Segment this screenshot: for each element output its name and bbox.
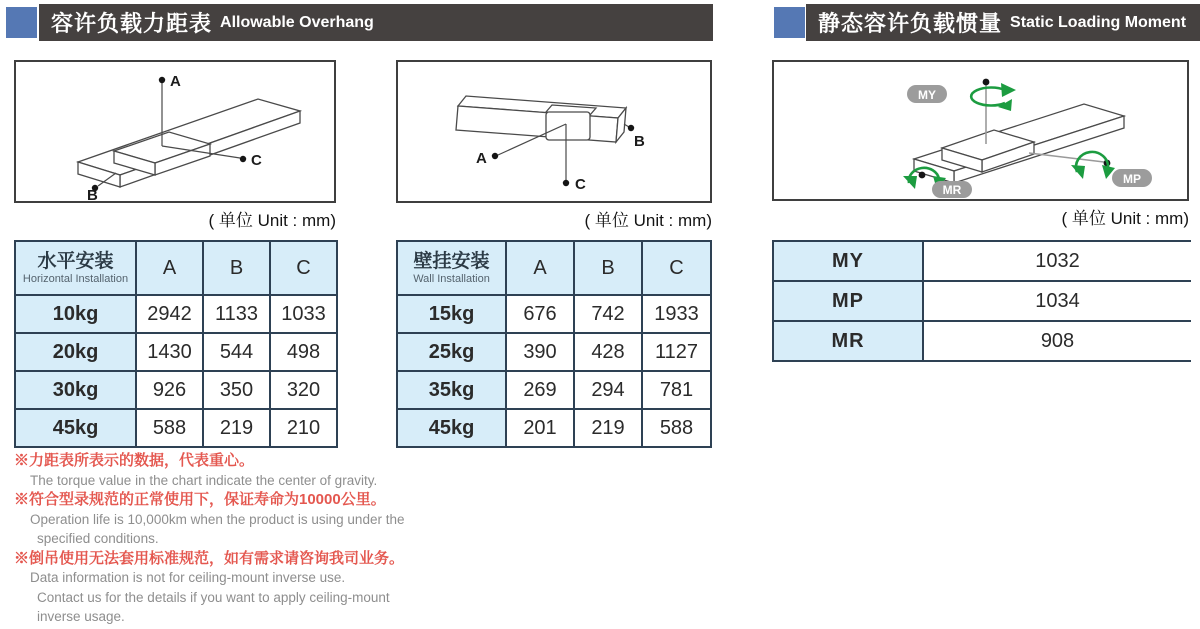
table-row bbox=[773, 281, 1191, 321]
rotation-arrow-my bbox=[971, 83, 1016, 111]
note-zh: ※倒吊使用无法套用标准规范，如有需求请咨询我司业务。 bbox=[14, 549, 405, 567]
unit-label: ( 单位 Unit : mm) bbox=[1061, 209, 1189, 228]
static-moment-table bbox=[772, 240, 1191, 362]
row-header-cell: 壁挂安装 Wall Installation bbox=[397, 241, 506, 295]
value-cell: 269 bbox=[506, 371, 574, 409]
table-row bbox=[397, 333, 711, 371]
load-cell: 15kg bbox=[397, 295, 506, 333]
diagram-wall-installation bbox=[396, 60, 712, 203]
table-row bbox=[15, 333, 337, 371]
section-title-zh: 容许负载力距表 bbox=[51, 11, 213, 36]
column-header-a: A bbox=[506, 241, 574, 295]
point-label-c: C bbox=[251, 152, 262, 169]
value-cell: 1032 bbox=[923, 241, 1191, 281]
value-cell: 1133 bbox=[203, 295, 270, 333]
footnotes bbox=[14, 451, 574, 627]
column-header-b: B bbox=[203, 241, 270, 295]
load-cell: 10kg bbox=[15, 295, 136, 333]
point-label-a: A bbox=[170, 73, 181, 90]
load-cell: 45kg bbox=[15, 409, 136, 447]
note-en: Operation life is 10,000km when the product is using under the bbox=[30, 511, 405, 527]
table-row bbox=[15, 371, 337, 409]
value-cell: 2942 bbox=[136, 295, 203, 333]
value-cell: 1127 bbox=[642, 333, 711, 371]
table-header-row bbox=[397, 241, 711, 295]
note-zh: ※符合型录规范的正常使用下，保证寿命为10000公里。 bbox=[14, 491, 386, 508]
note-en: specified conditions. bbox=[37, 531, 159, 546]
table-row bbox=[397, 409, 711, 447]
value-cell: 201 bbox=[506, 409, 574, 447]
value-cell: 428 bbox=[574, 333, 642, 371]
value-cell: 320 bbox=[270, 371, 337, 409]
badge-mr-label: MR bbox=[942, 183, 962, 197]
value-cell: 219 bbox=[574, 409, 642, 447]
note-en: Data information is not for ceiling-mount inverse use. bbox=[30, 570, 346, 585]
value-cell: 676 bbox=[506, 295, 574, 333]
section-header-static-moment bbox=[806, 4, 1200, 41]
load-cell: 45kg bbox=[397, 409, 506, 447]
badge-my-label: MY bbox=[918, 88, 936, 102]
value-cell: 926 bbox=[136, 371, 203, 409]
value-cell: 588 bbox=[136, 409, 203, 447]
value-cell: 294 bbox=[574, 371, 642, 409]
point-label-c: C bbox=[575, 176, 586, 193]
table-row bbox=[397, 371, 711, 409]
wall-installation-table bbox=[396, 240, 712, 448]
unit-label: ( 单位 Unit : mm) bbox=[208, 211, 336, 230]
value-cell: 219 bbox=[203, 409, 270, 447]
load-cell: 30kg bbox=[15, 371, 136, 409]
load-cell: 20kg bbox=[15, 333, 136, 371]
load-cell: 35kg bbox=[397, 371, 506, 409]
value-cell: 390 bbox=[506, 333, 574, 371]
value-cell: 742 bbox=[574, 295, 642, 333]
accent-square bbox=[774, 7, 805, 38]
section-title-en: Allowable Overhang bbox=[220, 13, 374, 31]
column-header-c: C bbox=[270, 241, 337, 295]
column-header-b: B bbox=[574, 241, 642, 295]
badge-mp-label: MP bbox=[1123, 172, 1141, 186]
rotation-arrow-mp bbox=[1071, 152, 1115, 179]
load-cell: 25kg bbox=[397, 333, 506, 371]
rail-moment-drawing bbox=[774, 62, 1187, 199]
section-title-en: Static Loading Moment bbox=[1010, 13, 1187, 31]
accent-square bbox=[6, 7, 37, 38]
rail-isometric-drawing bbox=[16, 62, 334, 201]
table-row bbox=[15, 409, 337, 447]
diagram-static-moment bbox=[772, 60, 1189, 201]
point-label-b: B bbox=[634, 133, 645, 150]
horizontal-installation-table bbox=[14, 240, 338, 448]
value-cell: 1034 bbox=[923, 281, 1191, 321]
section-header-overhang bbox=[39, 4, 713, 41]
value-cell: 498 bbox=[270, 333, 337, 371]
value-cell: 1933 bbox=[642, 295, 711, 333]
moment-label-cell: MY bbox=[773, 241, 923, 281]
column-header-c: C bbox=[642, 241, 711, 295]
table-header-row bbox=[15, 241, 337, 295]
moment-label-cell: MP bbox=[773, 281, 923, 321]
rail-wall-drawing bbox=[398, 62, 710, 201]
value-cell: 544 bbox=[203, 333, 270, 371]
note-en: inverse usage. bbox=[37, 609, 125, 624]
value-cell: 1033 bbox=[270, 295, 337, 333]
table-row bbox=[397, 295, 711, 333]
point-label-b: B bbox=[87, 187, 98, 201]
value-cell: 210 bbox=[270, 409, 337, 447]
note-en: Contact us for the details if you want to apply ceiling-mount bbox=[37, 589, 390, 605]
point-label-a: A bbox=[476, 150, 487, 167]
moment-label-cell: MR bbox=[773, 321, 923, 361]
unit-label: ( 单位 Unit : mm) bbox=[584, 211, 712, 230]
table-row bbox=[15, 295, 337, 333]
note-en: The torque value in the chart indicate the center of gravity. bbox=[30, 472, 378, 488]
value-cell: 588 bbox=[642, 409, 711, 447]
note-zh: ※力距表所表示的数据，代表重心。 bbox=[14, 452, 255, 469]
diagram-horizontal-installation bbox=[14, 60, 336, 203]
section-title-zh: 静态容许负载惯量 bbox=[818, 11, 1003, 36]
value-cell: 781 bbox=[642, 371, 711, 409]
row-header-cell: 水平安装 Horizontal Installation bbox=[15, 241, 136, 295]
value-cell: 350 bbox=[203, 371, 270, 409]
column-header-a: A bbox=[136, 241, 203, 295]
value-cell: 1430 bbox=[136, 333, 203, 371]
table-row bbox=[773, 321, 1191, 361]
value-cell: 908 bbox=[923, 321, 1191, 361]
table-row bbox=[773, 241, 1191, 281]
